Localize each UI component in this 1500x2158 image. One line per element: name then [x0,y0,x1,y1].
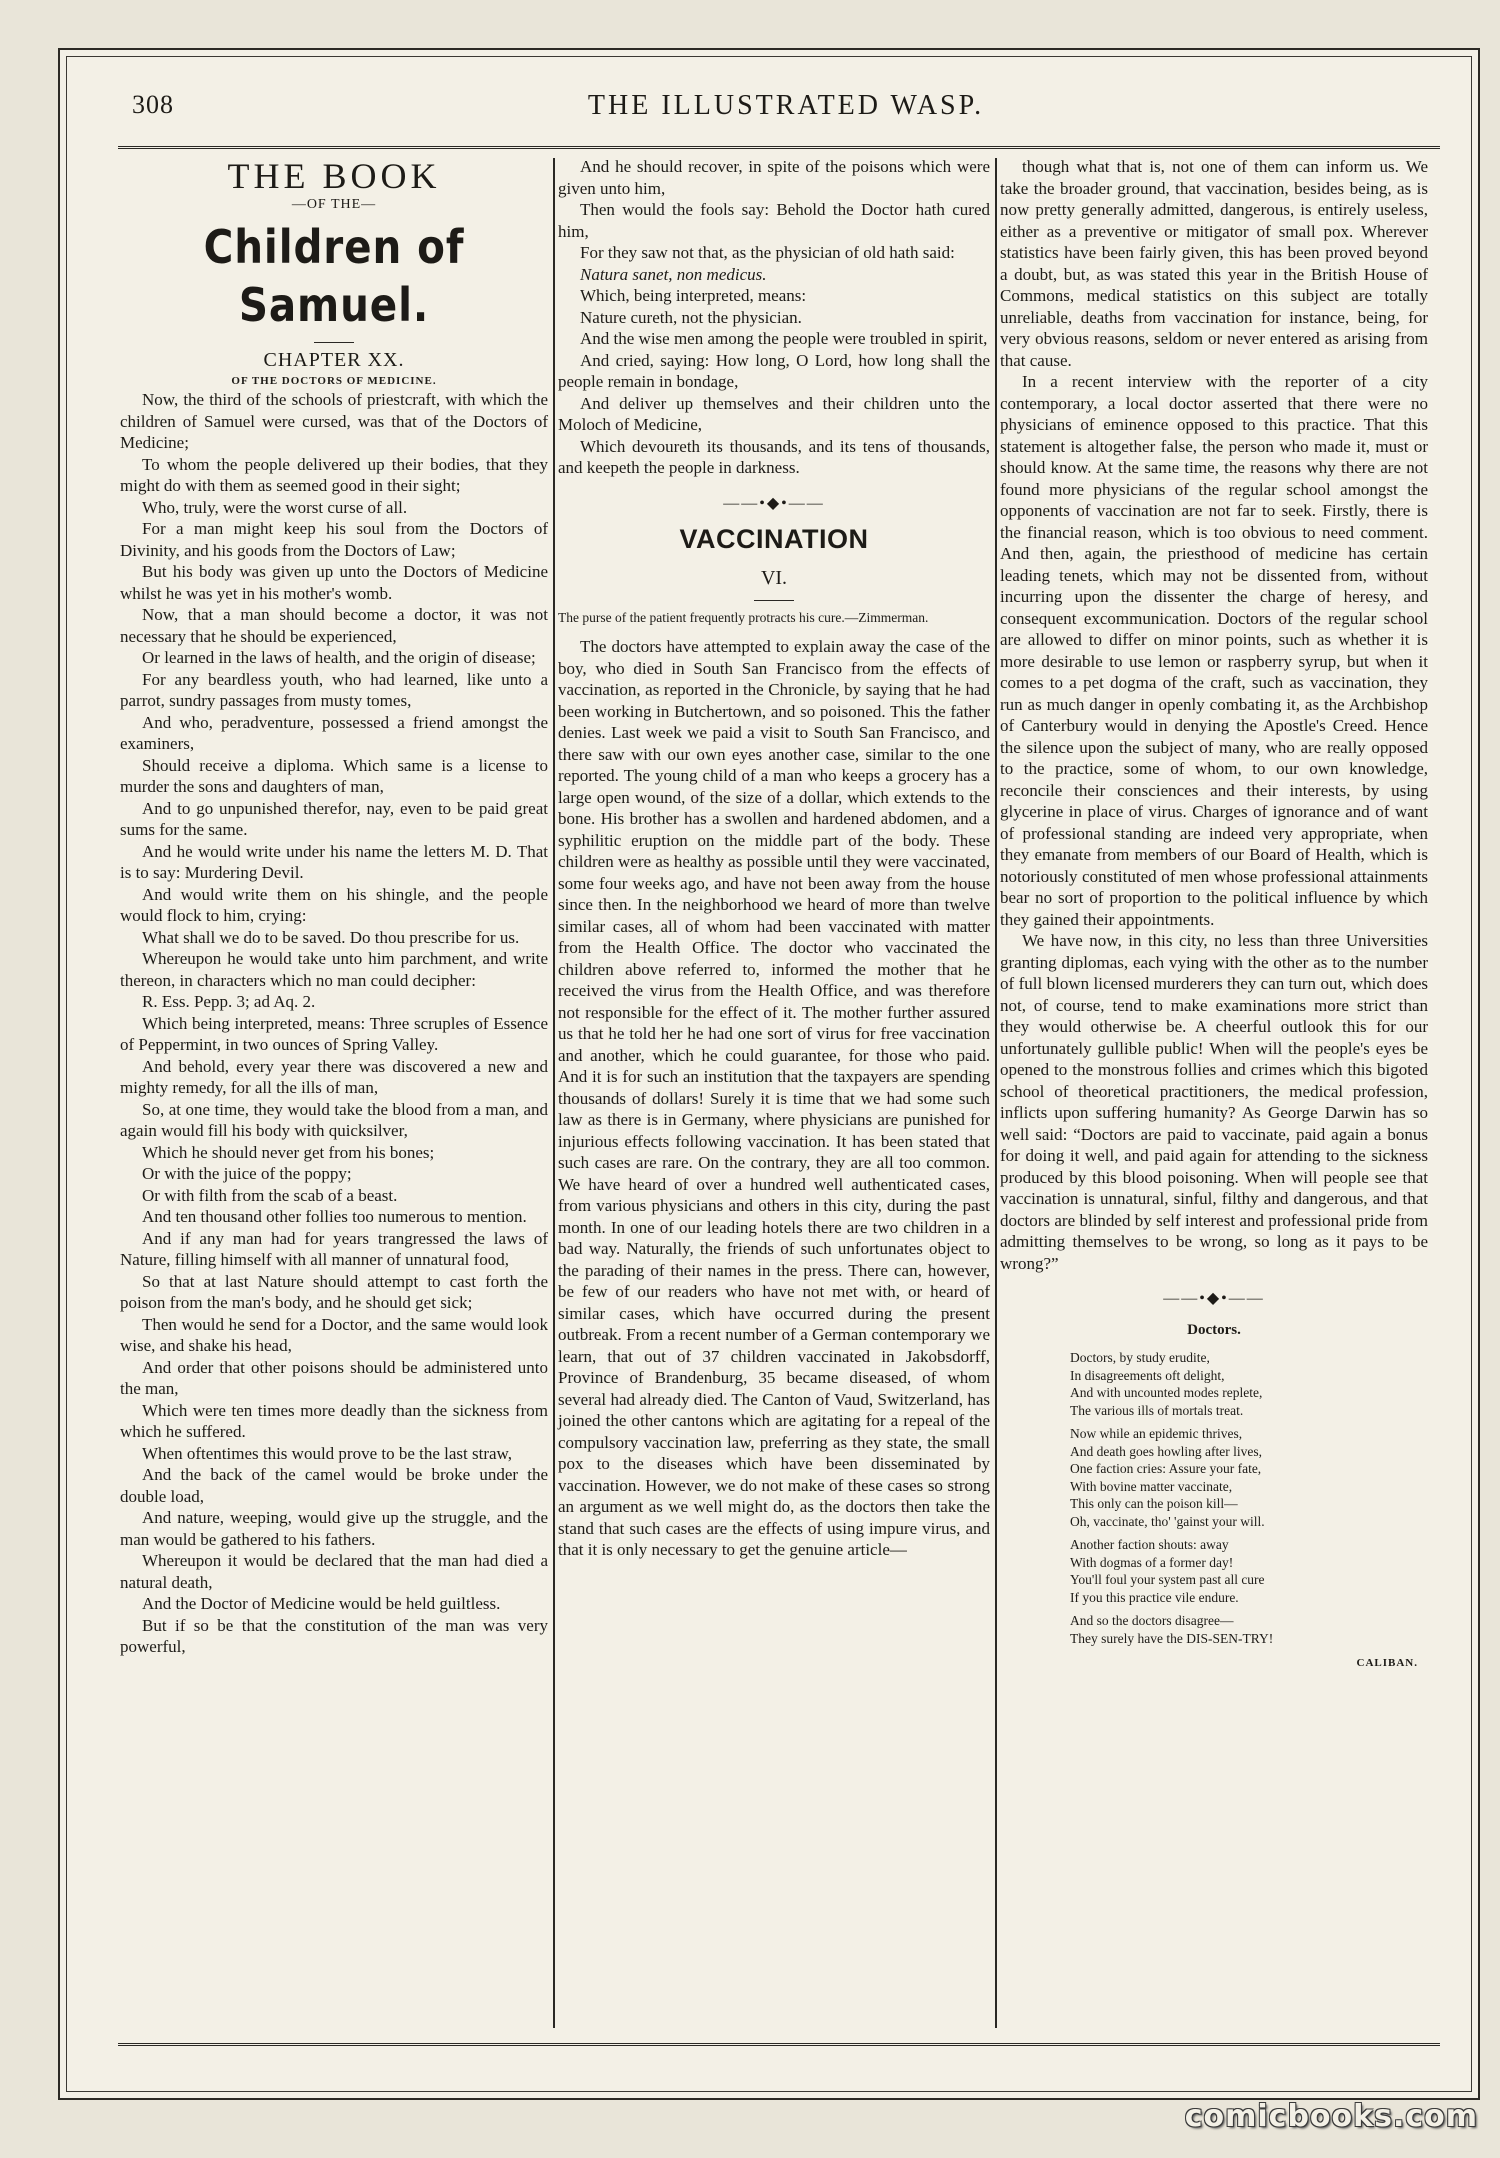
paragraph: And behold, every year there was discovered a new and mighty remedy, for all the ills of man, [120,1056,548,1097]
paragraph: Then would he send for a Doctor, and the same would look wise, and shake his head, [120,1314,548,1355]
paragraph: And order that other poisons should be administered unto the man, [120,1357,548,1398]
chapter-heading: CHAPTER XX. [263,349,405,371]
chapter-subheading: OF THE DOCTORS OF MEDICINE. [231,375,437,387]
divider [314,342,354,343]
paragraph: Whereupon it would be declared that the man had died a natural death, [120,1551,548,1592]
section-ornament: ——•◆•—— [723,494,825,512]
paragraph: Then would the fools say: Behold the Doctor hath cured him, [558,200,990,241]
paragraph: Natura sanet, non medicus. [580,264,767,284]
paragraph: When oftentimes this would prove to be the last straw, [142,1443,512,1463]
article-title-children: Children of Samuel. [203,220,465,332]
poem-line: Doctors, by study erudite, [1070,1350,1210,1365]
verses-list [120,389,548,1658]
paragraph: Or with the juice of the poppy; [142,1164,352,1183]
paragraph: Or with filth from the scab of a beast. [142,1185,398,1205]
paragraph: And if any man had for years trangressed the laws of Nature, filling himself with all manner of unnatural food, [120,1228,548,1269]
paragraph: R. Ess. Pepp. 3; ad Aq. 2. [142,992,316,1011]
poem-line: The various ills of mortals treat. [1070,1402,1244,1418]
poem-line: Now while an epidemic thrives, [1070,1426,1243,1441]
paragraph: And to go unpunished therefor, nay, even to be paid great sums for the same. [120,798,548,839]
footer-rule [118,2043,1440,2046]
paragraph: But his body was given up unto the Doctors of Medicine whilst he was yet in his mother's womb. [120,562,548,603]
paragraph: And ten thousand other follies too numerous to mention. [142,1207,527,1226]
poem-line: In disagreements oft delight, [1070,1367,1225,1383]
article-title-of: —OF THE— [291,197,377,212]
page-number: 308 [132,90,174,119]
paragraph: For they saw not that, as the physician of old hath said: [580,243,955,262]
paragraph: So, at one time, they would take the blood from a man, and again would fill his body with quicksilver, [120,1099,548,1140]
paragraph: Whereupon he would take unto him parchment, and write thereon, in characters which no man could decipher: [120,949,548,990]
header-rule [118,146,1440,149]
paragraph: And nature, weeping, would give up the struggle, and the man would be gathered to his fathers. [120,1508,548,1549]
paragraph: Which were ten times more deadly than the sickness from which he suffered. [120,1400,548,1441]
paragraph: And the back of the camel would be broke under the double load, [120,1465,548,1506]
paragraph: We have now, in this city, no less than three Universities granting diplomas, each vying with the other as to the number of full blown licensed murderers they can turn out, which does not, of course, tend to make examinations more strict than they would otherwise be. A cheerful outlook this for our unfortunately gullible public! When will the people's eyes be opened to the monstrous follies and crimes which this bigoted school of theoretical practitioners, the medical profession, inflicts upon suffering humanity? As George Darwin has so well said: “Doctors are paid to vaccinate, paid again a bonus for doing it well, and paid again for attending to the sickness produced by this blood poisoning. When will people see that vaccination is unnatural, sinful, filthy and dangerous, and that doctors are blinded by self interest and professional pride from admitting themselves to be wrong, so long as it pays to be wrong?” [1000,931,1428,1273]
paragraph: And the Doctor of Medicine would be held guiltless. [142,1594,501,1613]
paragraph: For any beardless youth, who had learned, like unto a parrot, sundry passages from musty tomes, [120,669,548,710]
column-divider [995,158,997,2028]
paragraph: And deliver up themselves and their children unto the Moloch of Medicine, [558,393,990,434]
paragraph: Which, being interpreted, means: [580,286,807,305]
vaccination-body [558,636,990,1561]
newspaper-title: THE ILLUSTRATED WASP. [587,90,985,121]
epigraph: The purse of the patient frequently protracts his cure.—Zimmerman. [558,610,929,625]
column-3 [1000,156,1428,1675]
poem-line: And death goes howling after lives, [1070,1443,1262,1459]
paragraph: What shall we do to be saved. Do thou prescribe for us. [142,927,520,947]
poem-line: With bovine matter vaccinate, [1070,1478,1233,1494]
poem-body [1070,1349,1428,1647]
poem-title: Doctors. [1187,1321,1241,1338]
poem-signature: CALIBAN. [1356,1657,1418,1669]
poem-stanza [1070,1612,1428,1647]
paragraph: Or learned in the laws of health, and the origin of disease; [142,648,536,667]
paragraph: And who, peradventure, possessed a friend amongst the examiners, [120,712,548,753]
paragraph: Now, the third of the schools of priestcraft, with which the children of Samuel were cursed, was that of the Doctors of Medicine; [120,390,548,452]
vaccination-body-continued [1000,156,1428,1274]
vaccination-title: VACCINATION [679,524,869,554]
poem-line: One faction cries: Assure your fate, [1070,1461,1262,1476]
poem-line: You'll foul your system past all cure [1070,1572,1265,1587]
paragraph: Which he should never get from his bones; [142,1142,435,1162]
poem-line: And so the doctors disagree— [1070,1613,1234,1628]
column-2 [558,156,990,1561]
paragraph: Which being interpreted, means: Three scruples of Essence of Peppermint, in two ounces of Spring Valley. [120,1013,548,1054]
divider [754,600,794,601]
section-ornament: ——•◆•—— [1163,1290,1265,1307]
article-title-book: THE BOOK [227,156,441,196]
paragraph: And would write them on his shingle, and the people would flock to him, crying: [120,884,548,925]
paragraph: The doctors have attempted to explain away the case of the boy, who died in South San Francisco from the effects of vaccination, as reported in the Chronicle, by saying that he had been working in Butchertown, and so poisoned. This the father denies. Last week we paid a visit to South San Francisco, and there saw with our own eyes another case, similar to the one reported. The young child of a man who keeps a grocery has a large open wound, of the size of a dollar, which extends to the bone. His brother has a swollen and hardened abdomen, and a syphilitic eruption on the middle part of the body. These children were as healthy as possible until they were vaccinated, some four weeks ago, and have not been away from the house since then. In the neighborhood we heard of more than twelve similar cases, all of whom had been vaccinated with matter from the Health Office. The doctor who vaccinated the children above referred to, informed the mother that he received the virus from the Health Office, and was therefore not responsible for the effect of it. The mother further assured us that he told her he had one sort of virus for free vaccination and another, which he could guarantee, for those who paid. And it is for such an institution that the taxpayers are spending thousands of dollars! Surely it is time that we had some such law as there is in Germany, where physicians are punished for injurious effects following vaccination. It has been stated that such cases are rare. On the contrary, they are all too common. We have heard of over a hundred well authenticated cases, from various physicians and others in this city, during the past month. In one of our leading hotels there are two children in a bad way. Naturally, the friends of such unfortunates object to the parading of their names in the press. There can, however, be few of our readers who have not met with, or heard of similar cases, which have occurred during the present outbreak. From a recent number of a German contemporary we learn, that out of 37 children vaccinated in Jakobsdorff, Province of Brandenburg, 35 became diseased, of whom several had already died. The Canton of Vaud, Switzerland, has joined the other cantons which are agitating for a repeal of the compulsory vaccination law, preferring as they state, the small pox to the diseases which have been disseminated by vaccination. However, we do not make of these cases so strong an argument as we well might do, as the doctors then take the stand that such cases are the effects of using impure virus, and that it is only necessary to get the genuine article— [558,637,990,1559]
paragraph: Should receive a diploma. Which same is a license to murder the sons and daughters of man, [120,755,548,796]
paragraph: Which devoureth its thousands, and its tens of thousands, and keepeth the people in darkness. [558,436,990,477]
paragraph: So that at last Nature should attempt to cast forth the poison from the man's body, and he should get sick; [120,1271,548,1312]
column-1 [120,156,548,1658]
poem-stanza [1070,1536,1428,1606]
page-header [132,90,1440,130]
paragraph: For a man might keep his soul from the Doctors of Divinity, and his goods from the Doctors of Law; [120,519,548,560]
poem-stanza [1070,1349,1428,1419]
poem-line: Oh, vaccinate, tho' 'gainst your will. [1070,1513,1265,1529]
paragraph: Who, truly, were the worst curse of all. [142,497,408,517]
paragraph: And he would write under his name the letters M. D. That is to say: Murdering Devil. [120,841,548,882]
paragraph: And he should recover, in spite of the poisons which were given unto him, [558,157,990,198]
poem-line: With dogmas of a former day! [1070,1554,1234,1570]
paragraph: But if so be that the constitution of the man was very powerful, [120,1615,548,1656]
verses-list-continued [558,156,990,479]
paragraph: And the wise men among the people were troubled in spirit, [580,329,988,348]
poem-line: They surely have the DIS-SEN-TRY! [1070,1630,1274,1646]
newspaper-page [58,48,1480,2100]
watermark-logo: comicbooks.com [1184,2099,1478,2134]
paragraph: And cried, saying: How long, O Lord, how long shall the people remain in bondage, [558,350,990,391]
column-divider [553,158,555,2028]
poem-line: And with uncounted modes replete, [1070,1385,1263,1400]
poem-line: This only can the poison kill— [1070,1496,1238,1511]
paragraph: Nature cureth, not the physician. [580,307,802,327]
paragraph: Now, that a man should become a doctor, it was not necessary that he should be experienced, [120,605,548,646]
poem-line: If you this practice vile endure. [1070,1589,1239,1605]
paragraph: though what that is, not one of them can inform us. We take the broader ground, that vaccination, besides being, as is now pretty generally admitted, dangerous, is entirely useless, either as a preventive or mitigator of small pox. Wherever statistics have been fairly given, this has been proved beyond a doubt, but, as was stated this year in the British House of Commons, medical statistics on this subject are totally unreliable, deaths from vaccination for instance, being, for very obvious reasons, seldom or never entered as arising from that cause. [1000,157,1428,370]
poem-stanza [1070,1425,1428,1530]
poem-line: Another faction shouts: away [1070,1537,1229,1552]
vaccination-number: VI. [760,567,788,589]
paragraph: In a recent interview with the reporter of a city contemporary, a local doctor asserted that there were no physicians of eminence opposed to this practice. That this statement is altogether false, the person who made it, must or should know. At the same time, the reasons why there are not found more physicians of the regular school amongst the opponents of vaccination are not far to seek. Firstly, there is the financial reason, which is too obvious to need comment. And then, again, the priesthood of medicine has certain leading tenets, which may not be dissented from, without incurring upon the dissenter the charge of heresy, and consequent excommunication. Doctors of the regular school are allowed to differ on minor points, such as whether it is more desirable to use lemon or raspberry syrup, but when it comes to a pet dogma of the craft, such as vaccination, they run as much danger in openly combating it, as the Archbishop of Canterbury would in denying the Apostle's Creed. Hence the silence upon the subject of many, who are really opposed to the practice, some of whom, to our own knowledge, reconcile their consciences and their interests, by using glycerine in place of virus. Charges of ignorance and of want of professional standing are indeed very appropriate, when they emanate from members of our Board of Health, which is notoriously constituted of men whose professional attainments bear no sort of proportion to the political influence by which they gained their appointments. [1000,372,1428,929]
paragraph: To whom the people delivered up their bodies, that they might do with them as seemed good in their sight; [120,454,548,495]
